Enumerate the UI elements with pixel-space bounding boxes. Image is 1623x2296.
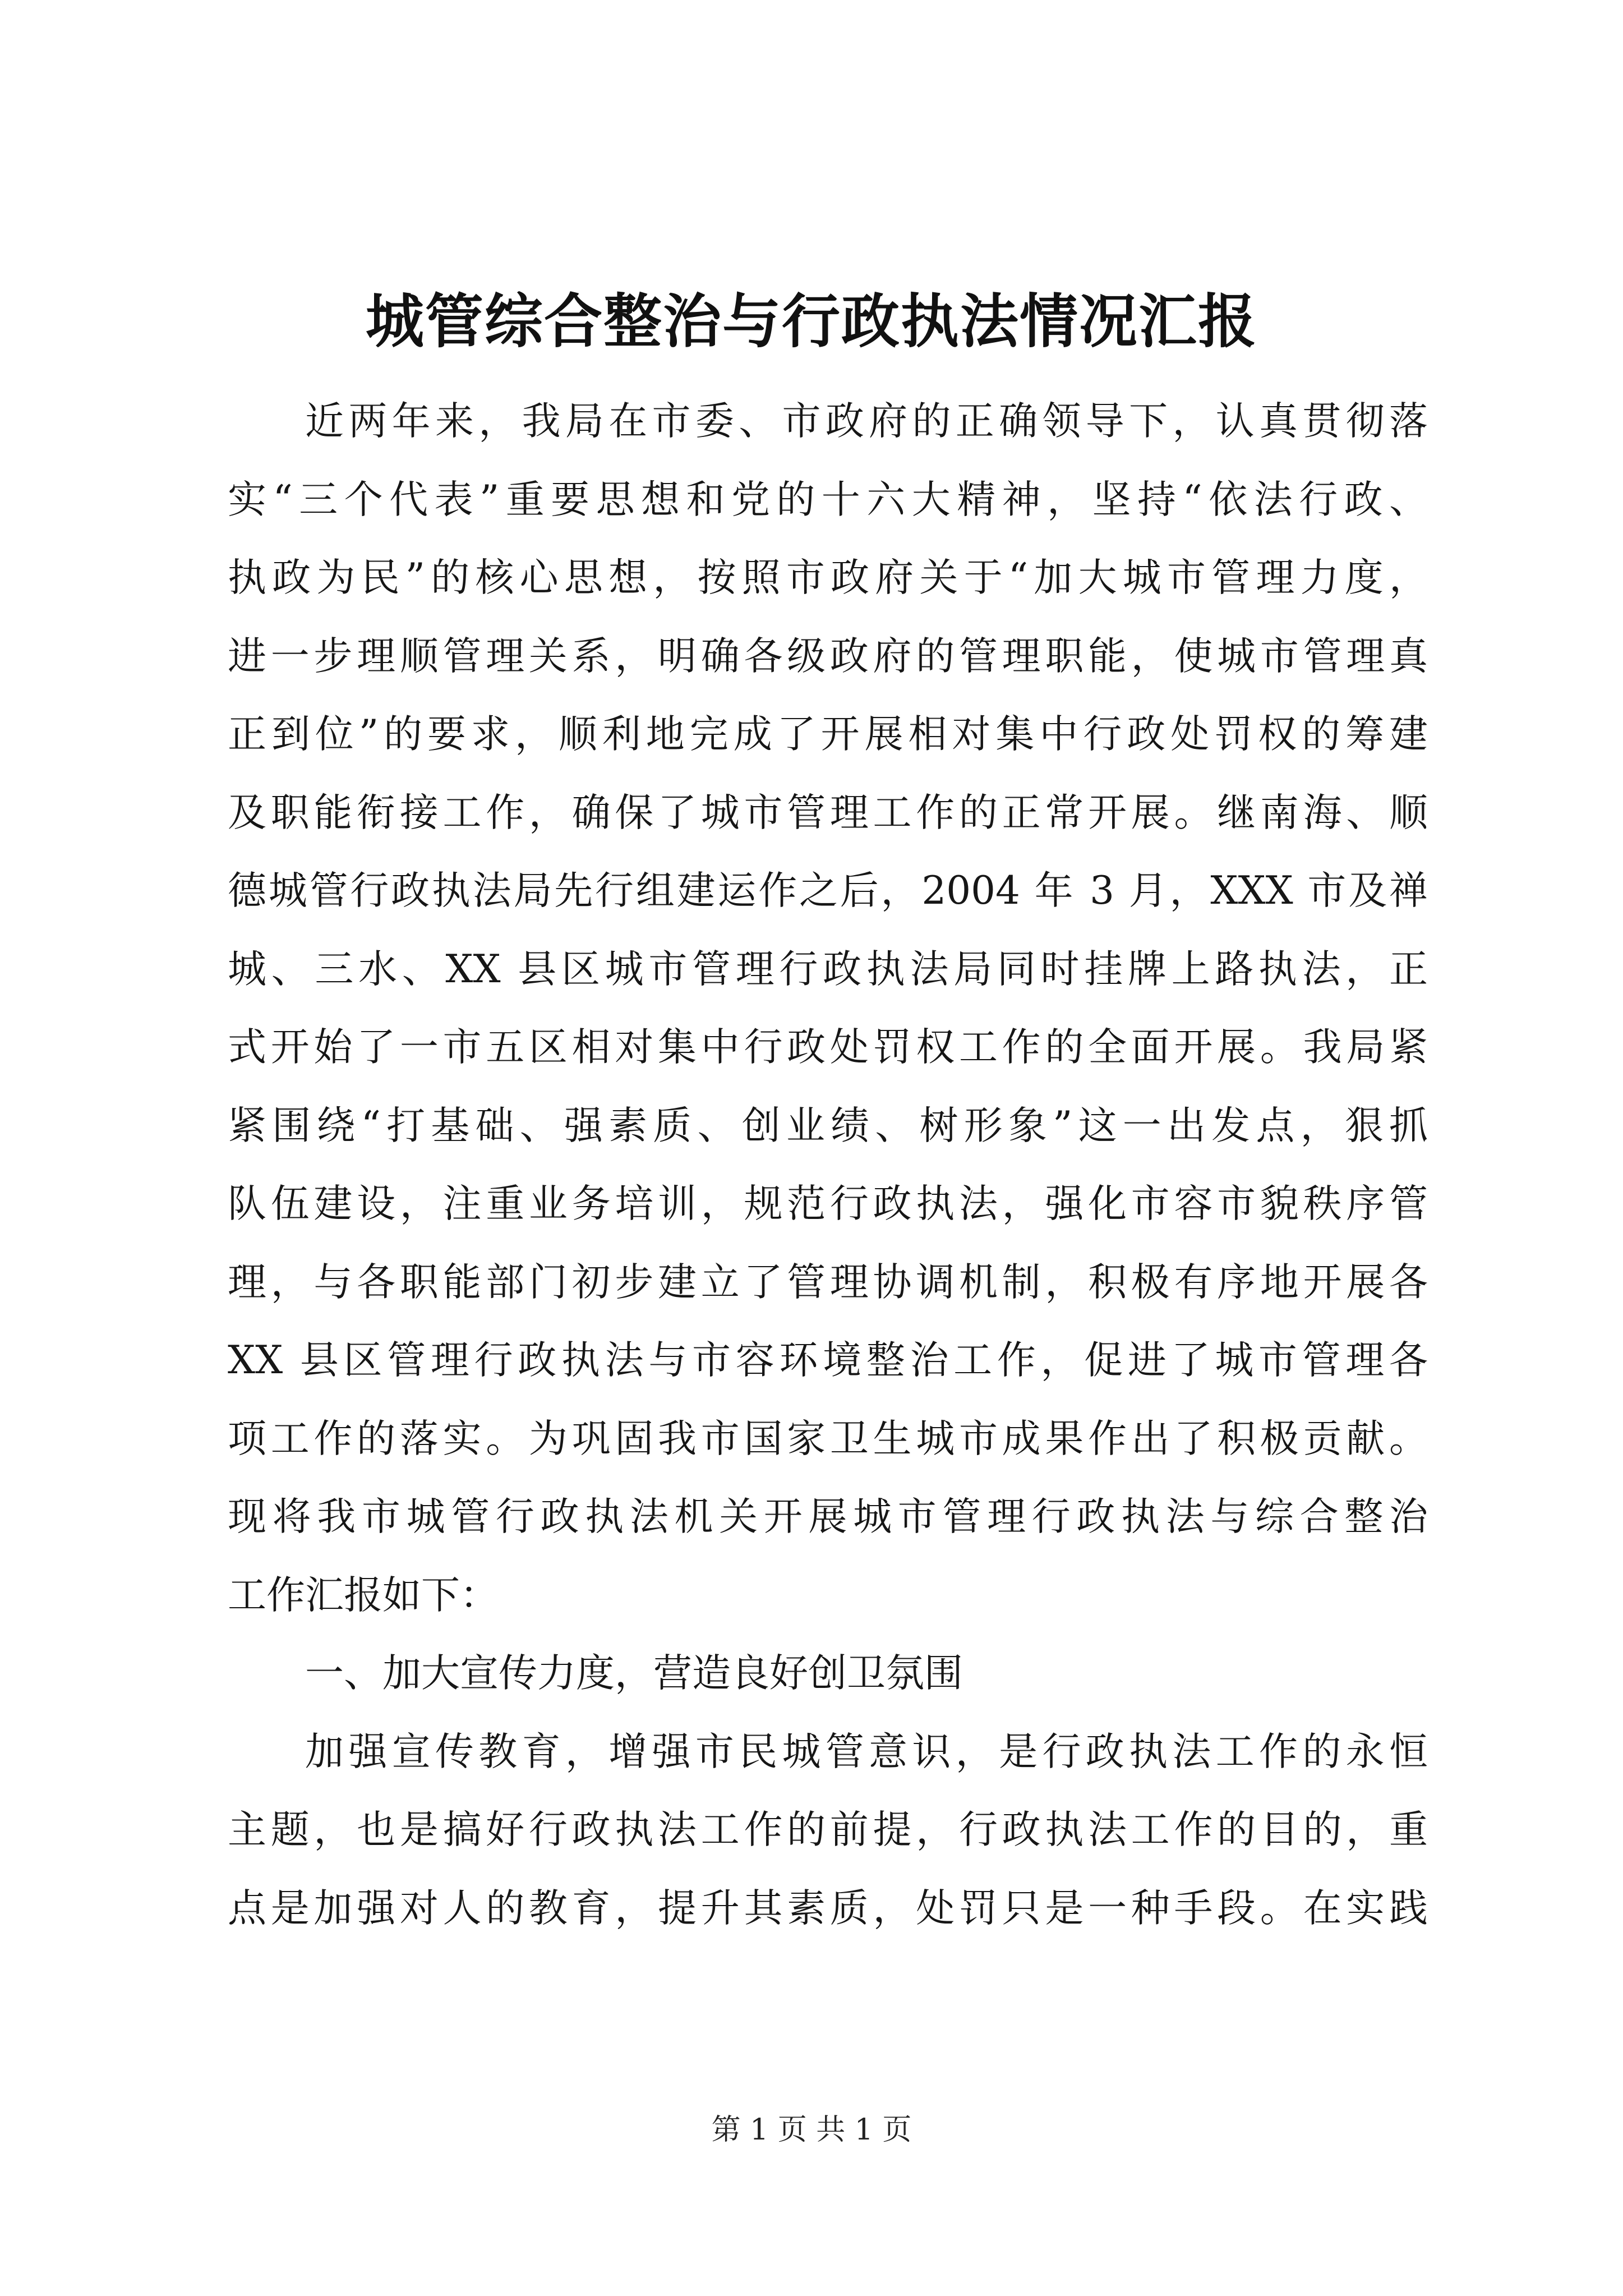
- paragraph-line: 及职能衔接工作，确保了城市管理工作的正常开展。继南海、顺: [228, 790, 1428, 835]
- paragraph-line: 正到位”的要求，顺利地完成了开展相对集中行政处罚权的筹建: [228, 712, 1428, 757]
- paragraph-line: 主题，也是搞好行政执法工作的前提，行政执法工作的目的，重: [228, 1807, 1428, 1852]
- paragraph-line: 现将我市城管行政执法机关开展城市管理行政执法与综合整治: [228, 1494, 1428, 1539]
- paragraph-line: 近两年来，我局在市委、市政府的正确领导下，认真贯彻落: [305, 399, 1428, 444]
- paragraph-line: 点是加强对人的教育，提升其素质，处罚只是一种手段。在实践: [228, 1885, 1428, 1931]
- paragraph-line: 德城管行政执法局先行组建运作之后，2004 年 3 月，XXX 市及禅: [228, 868, 1428, 913]
- document-title: 城管综合整治与行政执法情况汇报: [365, 287, 1257, 356]
- paragraph-line: 实“三个代表”重要思想和党的十六大精神，坚持“依法行政、: [228, 477, 1428, 522]
- document-body: [228, 383, 1428, 1948]
- paragraph-line: 理，与各职能部门初步建立了管理协调机制，积极有序地开展各: [228, 1259, 1428, 1305]
- paragraph-line: 执政为民”的核心思想，按照市政府关于“加大城市管理力度，: [228, 555, 1428, 600]
- paragraph-line: 紧围绕“打基础、强素质、创业绩、树形象”这一出发点，狠抓: [228, 1103, 1428, 1148]
- paragraph-line: 加强宣传教育，增强市民城管意识，是行政执法工作的永恒: [305, 1729, 1428, 1774]
- paragraph-line: 队伍建设，注重业务培训，规范行政执法，强化市容市貌秩序管: [228, 1181, 1428, 1226]
- paragraph-line: 城、三水、XX 县区城市管理行政执法局同时挂牌上路执法，正: [228, 946, 1428, 992]
- page-footer: 第 1 页 共 1 页: [711, 2113, 912, 2147]
- section-heading: 一、加大宣传力度，营造良好创卫氛围: [305, 1651, 963, 1696]
- paragraph-line: 项工作的落实。为巩固我市国家卫生城市成果作出了积极贡献。: [228, 1416, 1428, 1461]
- paragraph-line: 进一步理顺管理关系，明确各级政府的管理职能，使城市管理真: [228, 633, 1428, 679]
- paragraph-line: 式开始了一市五区相对集中行政处罚权工作的全面开展。我局紧: [228, 1025, 1428, 1070]
- paragraph-line: 工作汇报如下：: [228, 1572, 499, 1618]
- paragraph-line: XX 县区管理行政执法与市容环境整治工作，促进了城市管理各: [228, 1338, 1428, 1383]
